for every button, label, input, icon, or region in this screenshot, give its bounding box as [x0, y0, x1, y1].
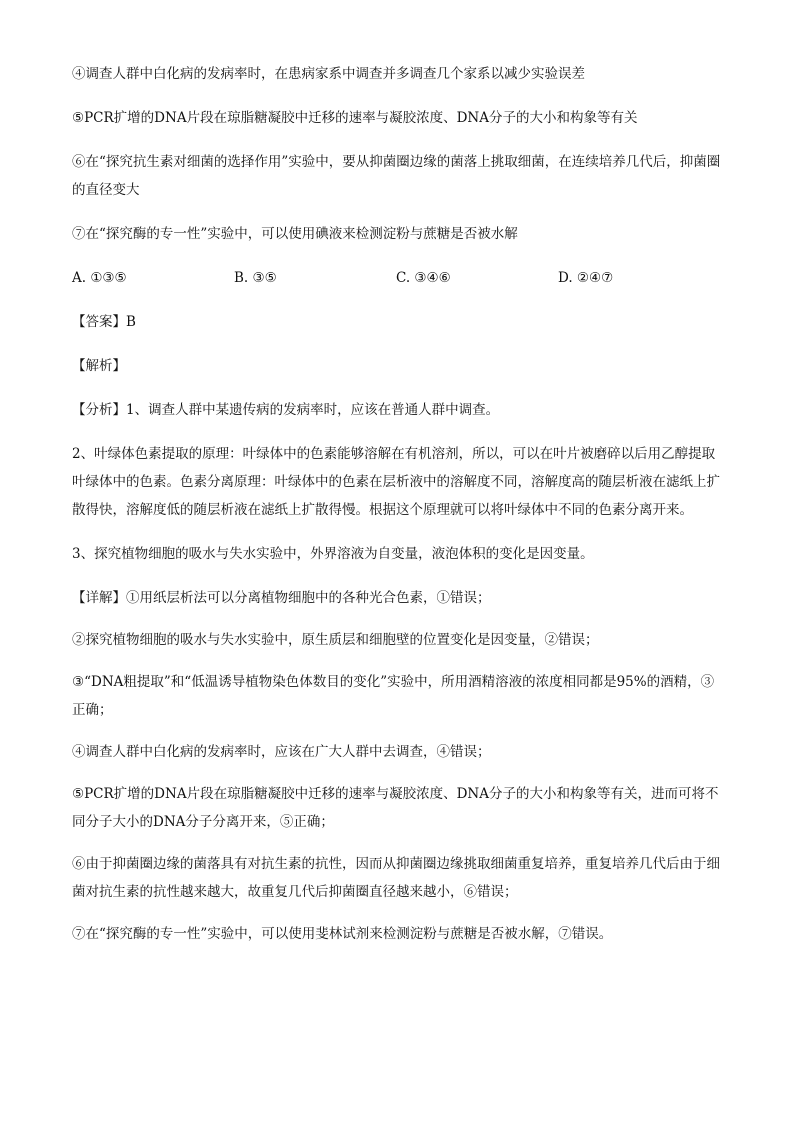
- detail-item-3: ③“DNA粗提取”和“低温诱导植物染色体数目的变化”实验中，所用酒精溶液的浓度相同都是95%的酒精，③正确；: [72, 674, 715, 718]
- analysis-paragraph-1: 【分析】1、调查人群中某遗传病的发病率时，应该在普通人群中调查。: [72, 402, 500, 418]
- option-a: A. ①③⑤: [72, 270, 127, 286]
- question-item-4: ④调查人群中白化病的发病率时，在患病家系中调查并多调查几个家系以减少实验误差: [72, 66, 585, 82]
- document-page: [72, 60, 722, 962]
- question-item-7: ⑦在“探究酶的专一性”实验中，可以使用碘液来检测淀粉与蔗糖是否被水解: [72, 226, 518, 242]
- answer-label: 【答案】: [72, 314, 126, 330]
- question-item-6: ⑥在“探究抗生素对细菌的选择作用”实验中，要从抑菌圈边缘的菌落上挑取细菌，在连续培养几代后，抑菌圈的直径变大: [72, 154, 721, 198]
- detail-item-7: ⑦在“探究酶的专一性”实验中，可以使用斐林试剂来检测淀粉与蔗糖是否被水解，⑦错误。: [72, 926, 613, 942]
- answer-value: B: [126, 314, 136, 330]
- analysis-paragraph-2: 2、叶绿体色素提取的原理：叶绿体中的色素能够溶解在有机溶剂，所以，可以在叶片被磨碎以后用乙醇提取叶绿体中的色素。色素分离原理：叶绿体中的色素在层析液中的溶解度不同，溶解度高的随层析液在滤纸上扩散得快，溶解度低的随层析液在滤纸上扩散得慢。根据这个原理就可以将叶绿体中不同的色素分离开来。: [72, 446, 720, 518]
- analysis-paragraph-3: 3、探究植物细胞的吸水与失水实验中，外界溶液为自变量，液泡体积的变化是因变量。: [72, 546, 594, 562]
- option-d: D. ②④⑦: [558, 270, 614, 286]
- answer-line: [72, 308, 722, 336]
- answer-options: [72, 264, 722, 292]
- analysis-label: 【解析】: [72, 358, 126, 374]
- option-b: B. ③⑤: [234, 270, 277, 286]
- detail-item-6: ⑥由于抑菌圈边缘的菌落具有对抗生素的抗性，因而从抑菌圈边缘挑取细菌重复培养，重复培养几代后由于细菌对抗生素的抗性越来越大，故重复几代后抑菌圈直径越来越小，⑥错误；: [72, 856, 720, 900]
- detail-item-2: ②探究植物细胞的吸水与失水实验中，原生质层和细胞壁的位置变化是因变量，②错误；: [72, 632, 599, 648]
- detail-item-4: ④调查人群中白化病的发病率时，应该在广大人群中去调查，④错误；: [72, 744, 491, 760]
- detail-item-5: ⑤PCR扩增的DNA片段在琼脂糖凝胶中迁移的速率与凝胶浓度、DNA分子的大小和构象等有关，进而可将不同分子大小的DNA分子分离开来，⑤正确；: [72, 786, 719, 830]
- detail-item-1: 【详解】①用纸层析法可以分离植物细胞中的各种光合色素，①错误；: [72, 590, 491, 606]
- question-item-5: ⑤PCR扩增的DNA片段在琼脂糖凝胶中迁移的速率与凝胶浓度、DNA分子的大小和构象等有关: [72, 110, 638, 126]
- option-c: C. ③④⑥: [396, 270, 451, 286]
